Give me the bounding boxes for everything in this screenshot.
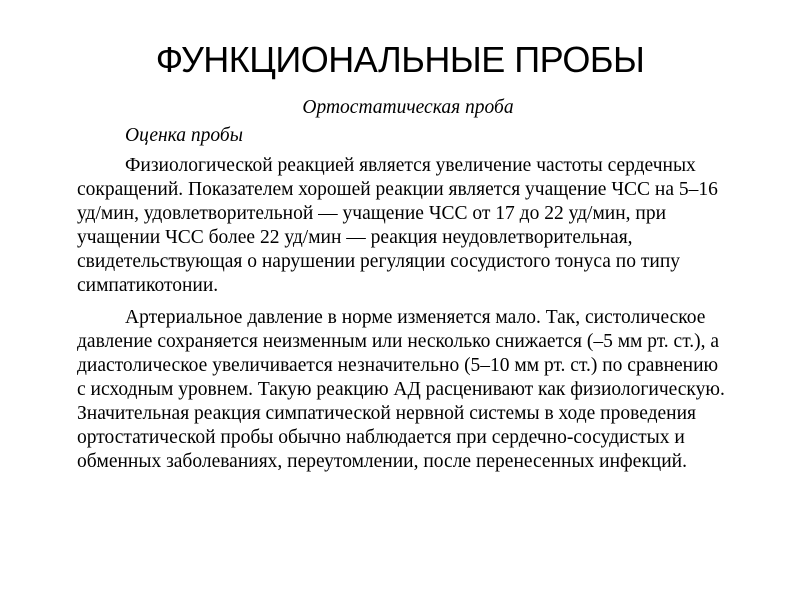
slide-subtitle: Ортостатическая проба — [302, 97, 514, 118]
paragraph-blood-pressure: Артериальное давление в норме изменяется мало. Так, систолическое давление сохраняется неизменным или несколько снижается (–5 мм рт. ст.), а диастолическое увеличивается незначительно (5–10 мм рт. ст.) по сравнению с исходным уровнем. Такую реакцию АД расценивают как физиологическую. Значительная реакция симпатической нервной системы в ходе проведения ортостатической пробы обычно наблюдается при сердечно-сосудистых и обменных заболеваниях, переутомлении, после перенесенных инфекций. — [77, 307, 725, 472]
slide-title: ФУНКЦИОНАЛЬНЫЕ ПРОБЫ — [155, 39, 645, 80]
slide-body — [77, 96, 727, 474]
paragraph-heart-rate: Физиологической реакцией является увеличение частоты сердечных сокращений. Показателем хорошей реакции является учащение ЧСС на 5–16 уд/мин, удовлетворительной — учащение ЧСС от 17 до 22 уд/мин, при учащении ЧСС более 22 уд/мин — реакция неудовлетворительная, свидетельствующая о нарушении регуляции сосудистого тонуса по типу симпатикотонии. — [77, 155, 718, 296]
section-heading: Оценка пробы — [125, 125, 243, 146]
